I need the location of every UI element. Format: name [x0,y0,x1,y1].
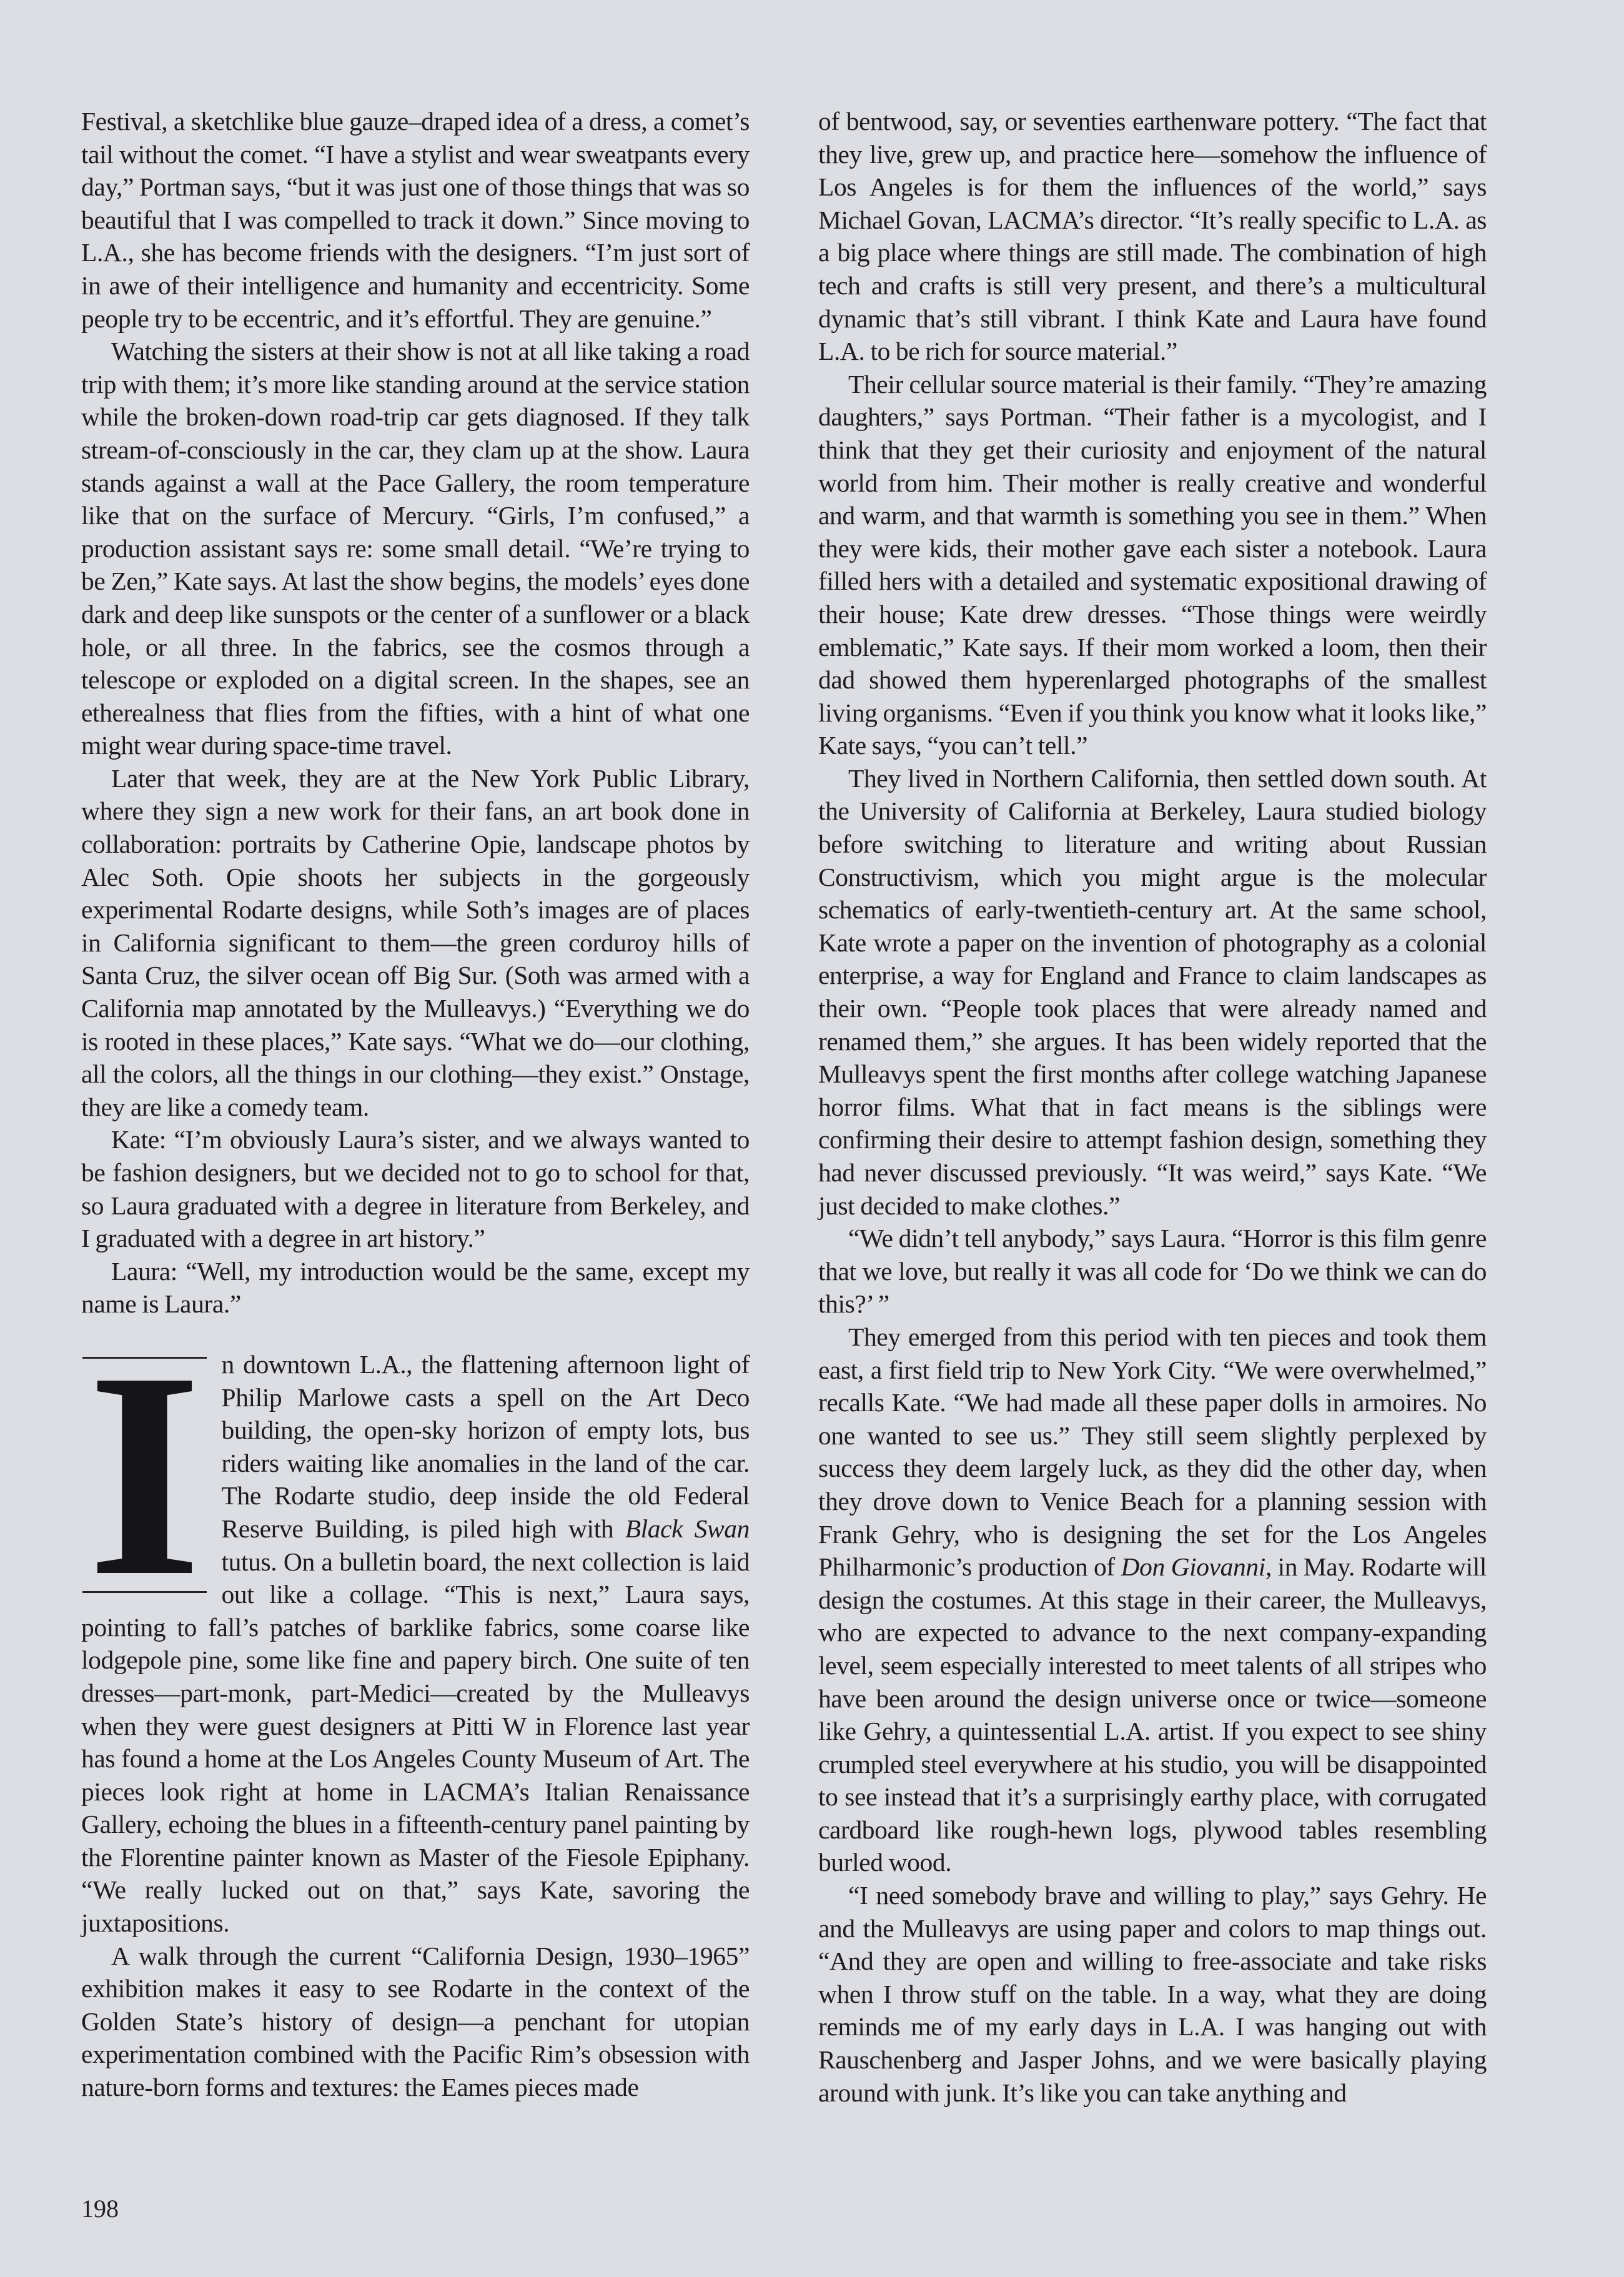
paragraph: “We didn’t tell anybody,” says Laura. “Horror is this film genre that we love, but really it was all code for ‘Do we think we can do this?’ ” [818,1224,1487,1319]
paragraph: Their cellular source material is their family. “They’re amazing daughters,” says Portman. “Their father is a mycologist, and I think that they get their curiosity and enjoyment of the natural world from him. Their mother is really creative and wonderful and warm, and that warmth is something you see in them.” When they were kids, their mother gave each sister a notebook. Laura filled hers with a detailed and systematic expositional drawing of their house; Kate drew dresses. “Those things were weirdly emblematic,” Kate says. If their mom worked a loom, then their dad showed them hyperenlarged photographs of the smallest living organisms. “Even if you think you know what it looks like,” Kate says, “you can’t tell.” [818,369,1487,760]
paragraph: Kate: “I’m obviously Laura’s sister, and we always wanted to be fashion designers, but we decided not to go to school for that, so Laura graduated with a degree in literature from Berkeley, and I graduated with a degree in art history.” [81,1125,750,1253]
right-column [818,105,1487,2109]
paragraph-text: They emerged from this period with ten pieces and took them east, a first field trip to New York City. “We were overwhelmed,” recalls Kate. “We had made all these paper dolls in armoires. No one wanted to see us.” They still seem slightly perplexed by success they deem largely luck, as they did the other day, when they drove down to Venice Beach for a planning session with Frank Gehry, who is designing the set for the Los Angeles Philharmonic’s production of [818,1322,1487,1582]
paragraph: Laura: “Well, my introduction would be the same, except my name is Laura.” [81,1256,750,1319]
drop-cap: I [82,1357,207,1593]
page-number: 198 [81,2195,119,2223]
paragraph [818,1321,1487,1879]
paragraph: They lived in Northern California, then settled down south. At the University of California at Berkeley, Laura studied biology before switching to literature and writing about Russian Constructivism, which you might argue is the molecular schematics of early-twentieth-century art. At the same school, Kate wrote a paper on the invention of photography as a colonial enterprise, a way for England and France to claim landscapes as their own. “People took places that were already named and renamed them,” she argues. It has been widely reported that the Mulleavys spent the first months after college watching Japanese horror films. What that in fact means is the siblings were confirming their desire to attempt fashion design, something they had never discussed previously. “It was weird,” says Kate. “We just decided to make clothes.” [818,763,1487,1220]
italic-title: Don Giovanni, [1121,1552,1272,1582]
paragraph-text: tutus. On a bulletin board, the next collection is laid out like a collage. “This is next,” Laura says, pointing to fall’s patches of barklike fabrics, some coarse like lodgepole pine, some like fine and papery birch. One suite of ten dresses—part-monk, part-Medici—created by the Mulleavys when they were guest designers at Pitti W in Florence last year has found a home at the Los Angeles County Museum of Art. The pieces look right at home in LACMA’s Italian Renaissance Gallery, echoing the blues in a fifteenth-century panel painting by the Florentine painter known as Master of the Fiesole Epiphany. “We really lucked out on that,” says Kate, savoring the juxtapositions. [81,1547,750,1938]
paragraph: Watching the sisters at their show is not at all like taking a road trip with them; it’s more like standing around at the service station while the broken-down road-trip car gets diagnosed. If they talk stream-of-consciously in the car, they clam up at the show. Laura stands against a wall at the Pace Gallery, the room temperature like that on the surface of Mercury. “Girls, I’m confused,” a production assistant says re: some small detail. “We’re trying to be Zen,” Kate says. At last the show begins, the models’ eyes done dark and deep like sunspots or the center of a sunflower or a black hole, or all three. In the fabrics, see the cosmos through a telescope or exploded on a digital screen. In the shapes, see an etherealness that flies from the fifties, with a hint of what one might wear during space-time travel. [81,337,750,760]
paragraph-text: in May. Rodarte will design the costumes. At this stage in their career, the Mulleavys, who are expected to advance to the next company-expanding level, seem especially interested to meet talents of all stripes who have been around the design universe once or twice—someone like Gehry, a quintessential L.A. artist. If you expect to see shiny crumpled steel everywhere at his studio, you will be disappointed to see instead that it’s a surprisingly earthy place, with corrugated cardboard like rough-hewn logs, plywood tables resembling burled wood. [818,1552,1487,1877]
paragraph: A walk through the current “California Design, 1930–1965” exhibition makes it easy to see Rodarte in the context of the Golden State’s history of design—a penchant for utopian experimentation combined with the Pacific Rim’s obsession with nature-born forms and textures: the Eames pieces made [81,1941,750,2102]
paragraph: of bentwood, say, or seventies earthenware pottery. “The fact that they live, grew up, and practice here—somehow the influence of Los Angeles is for them the influences of the world,” says Michael Govan, LACMA’s director. “It’s really specific to L.A. as a big place where things are still made. The combination of high tech and crafts is still very present, and there’s a multicultural dynamic that’s still vibrant. I think Kate and Laura have found L.A. to be rich for source material.” [818,107,1487,366]
dropcap-paragraph [81,1311,750,1940]
paragraph-text: n downtown L.A., the flattening afternoon light of Philip Marlowe casts a spell on the Art Deco building, the open-sky horizon of empty lots, bus riders waiting like anomalies in the land of the car. The Rodarte studio, deep inside the old Federal Reserve Building, is piled high with [221,1349,750,1543]
paragraph: “I need somebody brave and willing to play,” says Gehry. He and the Mulleavys are using paper and colors to map things out. “And they are open and willing to free-associate and take risks when I throw stuff on the table. In a way, what they are doing reminds me of my early days in L.A. I was hanging out with Rauschenberg and Jasper Johns, and we were basically playing around with junk. It’s like you can take anything and [818,1881,1487,2107]
left-column [81,105,750,2104]
italic-title: Black Swan [625,1514,750,1543]
paragraph: Festival, a sketchlike blue gauze–draped idea of a dress, a comet’s tail without the comet. “I have a stylist and wear sweatpants every day,” Portman says, “but it was just one of those things that was so beautiful that I was compelled to track it down.” Since moving to L.A., she has become friends with the designers. “I’m just sort of in awe of their intelligence and humanity and eccentricity. Some people try to be eccentric, and it’s effortful. They are genuine.” [81,107,750,333]
paragraph: Later that week, they are at the New York Public Library, where they sign a new work for their fans, an art book done in collaboration: portraits by Catherine Opie, landscape photos by Alec Soth. Opie shoots her subjects in the gorgeously experimental Rodarte designs, while Soth’s images are of places in California significant to them—the green corduroy hills of Santa Cruz, the silver ocean off Big Sur. (Soth was armed with a California map annotated by the Mulleavys.) “Everything we do is rooted in these places,” Kate says. “What we do—our clothing, all the colors, all the things in our clothing—they exist.” Onstage, they are like a comedy team. [81,763,750,1121]
